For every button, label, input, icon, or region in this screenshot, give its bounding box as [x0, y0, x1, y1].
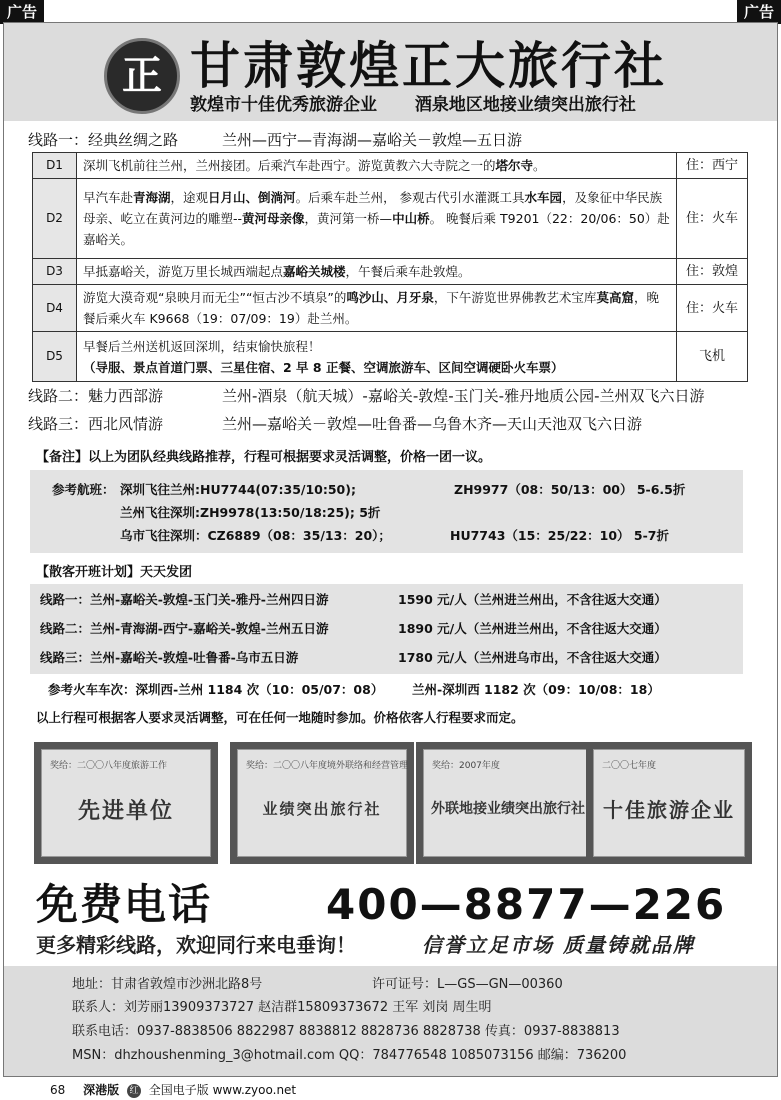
- train-info: [48, 680, 660, 698]
- loose-price-3: 1780 元/人（兰州进乌市出，不含往返大交通）: [398, 650, 667, 665]
- hotline: [36, 880, 727, 930]
- company-logo: [104, 38, 180, 114]
- itinerary-highlight: 嘉峪关城楼: [283, 264, 346, 279]
- company-name: 甘肃敦煌正大旅行社: [190, 37, 667, 95]
- itinerary-row: [33, 179, 748, 259]
- flight-row-3a: 乌市飞往深圳：CZ6889（08：35/13：20）；: [120, 528, 391, 543]
- itinerary-table: [32, 152, 748, 382]
- group-note: 【备注】以上为团队经典线路推荐，行程可根据要求灵活调整，价格一团一议。: [36, 450, 492, 465]
- contact-msn: MSN：dhzhoushenming_3@hotmail.com QQ：784776548 1085073156 邮编：736200: [72, 1048, 627, 1063]
- itinerary-description: [77, 332, 677, 382]
- itinerary-text: 游览大漠奇观“泉映月而无尘”“恒古沙不填泉”的: [83, 290, 347, 305]
- flight-row-2: 兰州飞往深圳:ZH9978(13:50/18:25); 5折: [120, 505, 381, 520]
- loose-route-1: 线路一：兰州-嘉峪关-敦煌-玉门关-雅丹-兰州四日游: [40, 592, 329, 607]
- itinerary-text: 早抵嘉峪关，游览万里长城西端起点: [83, 264, 284, 279]
- itinerary-lodging: 飞机: [677, 332, 748, 382]
- itinerary-day: D1: [33, 153, 77, 179]
- itinerary-highlight: 塔尔寺: [495, 158, 534, 173]
- itinerary-text: ，及象征中华民族母亲、屹立在黄河边的雕塑--: [83, 190, 663, 226]
- itinerary-description: [77, 285, 677, 332]
- company-subtitle: [190, 94, 668, 116]
- itinerary-highlight: 水车园: [524, 190, 563, 205]
- itinerary-text: ，午餐后乘车赴敦煌。: [345, 264, 471, 279]
- route-3-title: [28, 414, 642, 434]
- itinerary-day: D2: [33, 179, 77, 259]
- itinerary-highlight: 日月山、倒淌河: [208, 190, 296, 205]
- contact-address: 地址：甘肃省敦煌市沙洲北路8号: [72, 977, 263, 992]
- edition-badge-icon: 红: [127, 1084, 141, 1098]
- award-caption: 奖给：二〇〇八年度境外联络和经营管理: [246, 761, 409, 771]
- flexible-note: 以上行程可根据客人要求灵活调整，可在任何一地随时参加。价格依客人行程要求而定。: [36, 710, 524, 725]
- hotline-label: 免费电话: [36, 880, 213, 929]
- award-title: 外联地接业绩突出旅行社: [431, 801, 585, 817]
- loose-plan-box: [30, 584, 743, 674]
- itinerary-lodging: 住：火车: [677, 285, 748, 332]
- flight-row-1b: ZH9977（08：50/13：00） 5-6.5折: [454, 482, 686, 497]
- award-plaque: [230, 742, 414, 864]
- loose-route-2: 线路二：兰州-青海湖-西宁-嘉峪关-敦煌-兰州五日游: [40, 621, 329, 636]
- route-1-title: [28, 130, 522, 150]
- itinerary-text: 早汽车赴: [83, 190, 134, 205]
- slogan: [36, 932, 695, 958]
- itinerary-lodging: 住：敦煌: [677, 259, 748, 285]
- contact-box: [4, 966, 777, 1076]
- contact-address-row: [72, 976, 563, 994]
- slogan-motto: 信誉立足市场 质量铸就品牌: [422, 933, 695, 957]
- award-caption: 奖给：二〇〇八年度旅游工作: [50, 761, 168, 771]
- page-number: 68: [50, 1083, 66, 1097]
- itinerary-inclusions: （导服、景点首道门票、三星住宿、2 早 8 正餐、空调旅游车、区间空调硬卧火车票）: [83, 359, 564, 375]
- route-3-desc: 兰州—嘉峪关－敦煌—吐鲁番—乌鲁木齐—天山天池双飞六日游: [222, 415, 643, 433]
- flight-info-box: [30, 470, 743, 553]
- route-3-name: 线路三：西北风情游: [28, 415, 164, 433]
- site-url[interactable]: 全国电子版 www.zyoo.net: [148, 1083, 297, 1097]
- loose-route-3: 线路三：兰州-嘉峪关-敦煌-吐鲁番-乌市五日游: [40, 650, 299, 665]
- train-return: 兰州-深圳西 1182 次（09：10/08：18）: [412, 682, 660, 697]
- itinerary-row: [33, 285, 748, 332]
- itinerary-description: [77, 153, 677, 179]
- company-honor-1: 敦煌市十佳优秀旅游企业: [190, 95, 377, 115]
- itinerary-row: [33, 332, 748, 382]
- itinerary-text: ，黄河第一桥—: [304, 211, 393, 226]
- award-plaque: [34, 742, 218, 864]
- itinerary-text: 。后乘车赴兰州， 参观古代引水灌溉工具: [295, 190, 525, 205]
- ad-label-right: 广告: [737, 0, 781, 24]
- itinerary-highlight: 鸣沙山、月牙泉: [346, 290, 434, 305]
- route-2-desc: 兰州-酒泉（航天城）-嘉峪关-敦煌-玉门关-雅丹地质公园-兰州双飞六日游: [222, 387, 705, 405]
- loose-price-2: 1890 元/人（兰州进兰州出，不含往返大交通）: [398, 621, 667, 636]
- itinerary-lodging: 住：西宁: [677, 153, 748, 179]
- itinerary-text: ，晚餐后乘火车 K9668（19：07/09：19）赴兰州。: [83, 290, 659, 326]
- itinerary-highlight: 青海湖: [133, 190, 171, 205]
- itinerary-lodging: 住：火车: [677, 179, 748, 259]
- company-honor-2: 酒泉地区地接业绩突出旅行社: [414, 95, 636, 115]
- slogan-invite: 更多精彩线路，欢迎同行来电垂询！: [36, 933, 356, 957]
- edition-label: 深港版: [83, 1083, 120, 1097]
- flight-row-3b: HU7743（15：25/22：10） 5-7折: [450, 528, 669, 543]
- itinerary-text: ，途观: [170, 190, 209, 205]
- itinerary-text: ，下午游览世界佛教艺术宝库: [433, 290, 597, 305]
- contact-license: 许可证号：L—GS—GN—00360: [372, 977, 563, 992]
- contact-phones: 联系电话：0937-8838506 8822987 8838812 8828736 8828738 传真：0937-8838813: [72, 1024, 620, 1039]
- award-title: 十佳旅游企业: [603, 798, 735, 822]
- itinerary-highlight: 莫高窟: [596, 290, 634, 305]
- flight-row-1a: 深圳飞往兰州:HU7744(07:35/10:50);: [120, 482, 356, 497]
- loose-plan-title: 【散客开班计划】天天发团: [36, 565, 193, 580]
- route-2-title: [28, 386, 704, 406]
- route-1-desc: 兰州—西宁—青海湖—嘉峪关－敦煌—五日游: [222, 131, 523, 149]
- itinerary-text: 。 晚餐后乘 T9201（22：20/06：50）赴嘉峪关。: [83, 211, 670, 247]
- award-plaques: [30, 742, 755, 868]
- itinerary-day: D5: [33, 332, 77, 382]
- route-2-name: 线路二：魅力西部游: [28, 387, 164, 405]
- itinerary-highlight: 黄河母亲像: [242, 211, 305, 226]
- hotline-number[interactable]: 400—8877—226: [326, 880, 727, 929]
- itinerary-row: [33, 259, 748, 285]
- itinerary-description: [77, 179, 677, 259]
- award-plaque: [586, 742, 752, 864]
- itinerary-day: D4: [33, 285, 77, 332]
- itinerary-day: D3: [33, 259, 77, 285]
- award-caption: 二〇〇七年度: [602, 761, 657, 771]
- award-title: 业绩突出旅行社: [262, 800, 382, 818]
- award-title: 先进单位: [77, 799, 174, 824]
- page-footer: [50, 1082, 296, 1098]
- ad-label-left: 广告: [0, 0, 44, 24]
- itinerary-text: 深圳飞机前往兰州，兰州接团。后乘汽车赴西宁。游览黄教六大寺院之一的: [83, 158, 496, 173]
- logo-glyph: 正: [122, 52, 162, 99]
- award-caption: 奖给：2007年度: [432, 761, 500, 771]
- itinerary-text: 。: [533, 158, 546, 173]
- itinerary-description: [77, 259, 677, 285]
- loose-price-1: 1590 元/人（兰州进兰州出，不含往返大交通）: [398, 592, 667, 607]
- train-outbound: 参考火车车次：深圳西-兰州 1184 次（10：05/07：08）: [48, 682, 384, 697]
- itinerary-highlight: 中山桥: [392, 211, 430, 226]
- itinerary-text: 早餐后兰州送机返回深圳，结束愉快旅程！: [83, 338, 321, 354]
- flight-label: 参考航班：: [52, 482, 115, 497]
- itinerary-row: [33, 153, 748, 179]
- route-1-name: 线路一：经典丝绸之路: [28, 131, 179, 149]
- award-plaque: [416, 742, 600, 864]
- contact-people: 联系人：刘芳丽13909373727 赵洁群15809373672 王军 刘岗 周生明: [72, 1000, 492, 1015]
